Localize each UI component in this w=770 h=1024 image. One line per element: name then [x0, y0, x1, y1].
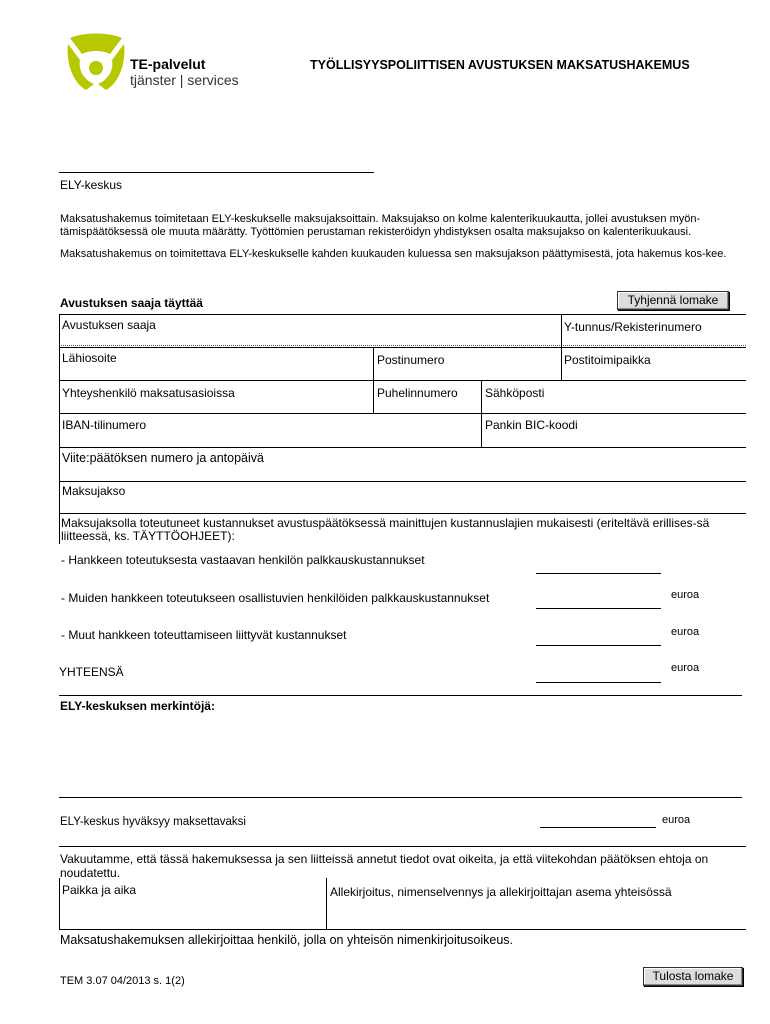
- payment-period-field[interactable]: Maksujakso: [62, 484, 126, 498]
- cost-input-other[interactable]: [536, 645, 661, 646]
- business-id-field[interactable]: Y-tunnus/Rekisterinumero: [564, 320, 702, 334]
- page-title: TYÖLLISYYSPOLIITTISEN AVUSTUKSEN MAKSATUSHAKEMUS: [310, 58, 690, 72]
- email-field[interactable]: Sähköposti: [485, 386, 545, 400]
- cost-unit: euroa: [671, 662, 700, 674]
- print-form-button[interactable]: Tulosta lomake: [643, 967, 743, 986]
- iban-field[interactable]: IBAN-tilinumero: [62, 418, 147, 432]
- logo-subtitle: tjänster | services: [130, 72, 239, 88]
- cost-input-project-lead[interactable]: [536, 573, 661, 574]
- bic-field[interactable]: Pankin BIC-koodi: [485, 418, 578, 432]
- ely-notes-area[interactable]: [60, 715, 740, 795]
- reference-field[interactable]: Viite:päätöksen numero ja antopäivä: [62, 451, 264, 465]
- contact-person-field[interactable]: Yhteyshenkilö maksatusasioissa: [62, 386, 235, 400]
- cost-label-other-staff: - Muiden hankkeen toteutukseen osallistuvien henkilöiden palkkauskustannukset: [61, 591, 490, 605]
- cost-label-other: - Muut hankkeen toteuttamiseen liittyvät kustannukset: [61, 628, 347, 642]
- postal-code-field[interactable]: Postinumero: [377, 353, 445, 367]
- ely-input-line[interactable]: [59, 172, 374, 173]
- cost-label-total: YHTEENSÄ: [59, 665, 124, 679]
- place-date-field[interactable]: Paikka ja aika: [62, 883, 137, 897]
- te-palvelut-logo-icon: [66, 32, 126, 90]
- declaration-text: Vakuutamme, että tässä hakemuksessa ja sen liitteissä annetut tiedot ovat oikeita, ja että viitekohdan päätöksen ehtoja on noudatettu.: [60, 852, 709, 880]
- phone-field[interactable]: Puhelinnumero: [377, 386, 458, 400]
- form-code: TEM 3.07 04/2013 s. 1(2): [60, 975, 185, 987]
- cost-label-project-lead: - Hankkeen toteutuksesta vastaavan henkilön palkkauskustannukset: [61, 553, 425, 567]
- ely-notes-title: ELY-keskuksen merkintöjä:: [60, 699, 215, 713]
- clear-form-button[interactable]: Tyhjennä lomake: [617, 291, 729, 310]
- recipient-field[interactable]: Avustuksen saaja: [62, 318, 156, 332]
- cost-input-total[interactable]: [536, 682, 661, 683]
- costs-intro: Maksujaksolla toteutuneet kustannukset avustuspäätöksessä mainittujen kustannuslajien mukaisesti (eriteltävä erillises-sä liitteessä, ks. TÄYTTÖOHJEET):: [61, 516, 710, 543]
- ely-approves-unit: euroa: [662, 814, 691, 826]
- logo-brand: TE-palvelut: [130, 56, 206, 72]
- street-address-field[interactable]: Lähiosoite: [62, 351, 117, 365]
- intro-paragraph-2: Maksatushakemus on toimitettava ELY-keskukselle kahden kuukauden kuluessa sen maksujakson päättymisestä, jota hakemus kos-kee.: [60, 248, 727, 260]
- cost-input-other-staff[interactable]: [536, 608, 661, 609]
- intro-paragraph-1: Maksatushakemus toimitetaan ELY-keskukselle maksujaksoittain. Maksujakso on kolme kalenterikuukautta, jollei avustuksen myön-tämispäätöksessä ole muuta määrätty. Työttömien perustaman rekisteröidyn yhdistyksen osalta maksujakso on kalenterikuukausi.: [60, 213, 701, 238]
- ely-approves-label: ELY-keskus hyväksyy maksettavaksi: [60, 816, 246, 828]
- cost-unit: euroa: [671, 589, 700, 601]
- cost-unit: euroa: [671, 626, 700, 638]
- ely-label: ELY-keskus: [60, 178, 123, 192]
- ely-approves-input[interactable]: [540, 827, 656, 828]
- post-office-field[interactable]: Postitoimipaikka: [564, 353, 651, 367]
- signature-field[interactable]: Allekirjoitus, nimenselvennys ja allekirjoittajan asema yhteisössä: [330, 885, 672, 899]
- signer-note: Maksatushakemuksen allekirjoittaa henkilö, jolla on yhteisön nimenkirjoitusoikeus.: [60, 933, 514, 947]
- section-applicant-title: Avustuksen saaja täyttää: [60, 296, 203, 310]
